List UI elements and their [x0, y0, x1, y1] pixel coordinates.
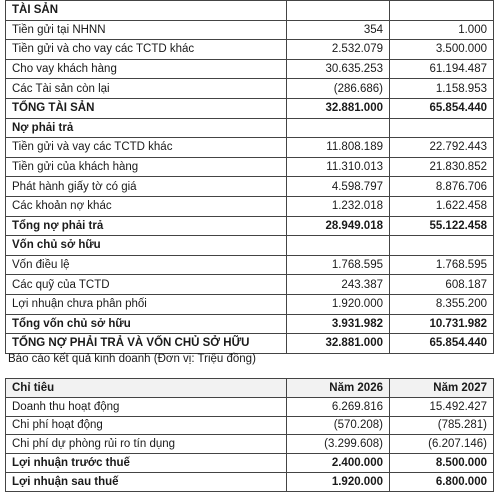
- table-row: [6, 472, 494, 491]
- table-row: [6, 236, 494, 256]
- value-cell-col1: (570.208): [287, 416, 390, 435]
- value-cell-col1: 32.881.000: [287, 334, 390, 354]
- row-label-cell: Vốn chủ sở hữu: [6, 236, 287, 256]
- row-label-cell: Lợi nhuận trước thuế: [6, 454, 287, 473]
- value-cell-col1: [287, 1, 390, 21]
- value-cell-col2: [390, 1, 494, 21]
- income-statement-caption: Báo cáo kết quả kinh doanh (Đơn vị: Triệu đồng): [8, 353, 256, 365]
- header-year-2027: Năm 2027: [390, 379, 494, 398]
- value-cell-col2: (785.281): [390, 416, 494, 435]
- value-cell-col1: 1.232.018: [287, 196, 390, 216]
- value-cell-col2: 1.158.953: [390, 79, 494, 99]
- value-cell-col1: 2.400.000: [287, 454, 390, 473]
- value-cell-col2: 6.800.000: [390, 472, 494, 491]
- table-row: [6, 196, 494, 216]
- value-cell-col2: 3.500.000: [390, 40, 494, 60]
- value-cell-col1: 354: [287, 20, 390, 40]
- value-cell-col2: [390, 118, 494, 138]
- value-cell-col1: 11.808.189: [287, 138, 390, 158]
- table-row: [6, 416, 494, 435]
- row-label-cell: Lợi nhuận sau thuế: [6, 472, 287, 491]
- value-cell-col2: 1.768.595: [390, 255, 494, 275]
- row-label-cell: TÀI SẢN: [6, 1, 287, 21]
- value-cell-col2: 1.622.458: [390, 196, 494, 216]
- header-year-2026: Năm 2026: [287, 379, 390, 398]
- table-row: [6, 98, 494, 118]
- table-row: [6, 138, 494, 158]
- table-row: [6, 177, 494, 197]
- value-cell-col1: 1.768.595: [287, 255, 390, 275]
- value-cell-col1: 32.881.000: [287, 98, 390, 118]
- income-statement-table: [5, 378, 494, 492]
- row-label-cell: Các Tài sản còn lại: [6, 79, 287, 99]
- header-label-cell: Chỉ tiêu: [6, 379, 287, 398]
- value-cell-col1: 30.635.253: [287, 59, 390, 79]
- row-label-cell: Các quỹ của TCTD: [6, 275, 287, 295]
- value-cell-col2: 10.731.982: [390, 314, 494, 334]
- row-label-cell: Tổng vốn chủ sở hữu: [6, 314, 287, 334]
- value-cell-col2: 15.492.427: [390, 397, 494, 416]
- table-row: [6, 1, 494, 21]
- table-row: [6, 255, 494, 275]
- value-cell-col2: 65.854.440: [390, 334, 494, 354]
- row-label-cell: Lợi nhuận chưa phân phối: [6, 294, 287, 314]
- row-label-cell: TỔNG TÀI SẢN: [6, 98, 287, 118]
- balance-sheet-table: [5, 0, 494, 354]
- value-cell-col2: 8.876.706: [390, 177, 494, 197]
- table-row: [6, 314, 494, 334]
- row-label-cell: Tổng nợ phải trả: [6, 216, 287, 236]
- row-label-cell: Tiền gửi và vay các TCTD khác: [6, 138, 287, 158]
- value-cell-col1: 4.598.797: [287, 177, 390, 197]
- row-label-cell: Các khoản nợ khác: [6, 196, 287, 216]
- value-cell-col2: 65.854.440: [390, 98, 494, 118]
- row-label-cell: Chi phí hoạt động: [6, 416, 287, 435]
- income-statement-body: [6, 379, 494, 492]
- value-cell-col1: 11.310.013: [287, 157, 390, 177]
- table-row: [6, 118, 494, 138]
- balance-sheet-body: [6, 1, 494, 354]
- value-cell-col2: [390, 236, 494, 256]
- table-row: [6, 216, 494, 236]
- income-header-row: [6, 379, 494, 398]
- value-cell-col1: 1.920.000: [287, 472, 390, 491]
- row-label-cell: Nợ phải trả: [6, 118, 287, 138]
- table-row: [6, 334, 494, 354]
- value-cell-col1: (286.686): [287, 79, 390, 99]
- value-cell-col2: 8.500.000: [390, 454, 494, 473]
- value-cell-col1: 3.931.982: [287, 314, 390, 334]
- value-cell-col2: (6.207.146): [390, 435, 494, 454]
- value-cell-col1: 28.949.018: [287, 216, 390, 236]
- value-cell-col2: 608.187: [390, 275, 494, 295]
- table-row: [6, 454, 494, 473]
- row-label-cell: Chi phí dự phòng rủi ro tín dụng: [6, 435, 287, 454]
- row-label-cell: Tiền gửi và cho vay các TCTD khác: [6, 40, 287, 60]
- table-row: [6, 59, 494, 79]
- value-cell-col1: (3.299.608): [287, 435, 390, 454]
- row-label-cell: Doanh thu hoạt động: [6, 397, 287, 416]
- table-row: [6, 275, 494, 295]
- value-cell-col1: 6.269.816: [287, 397, 390, 416]
- value-cell-col1: 2.532.079: [287, 40, 390, 60]
- value-cell-col2: 1.000: [390, 20, 494, 40]
- table-row: [6, 157, 494, 177]
- row-label-cell: Phát hành giấy tờ có giá: [6, 177, 287, 197]
- table-row: [6, 20, 494, 40]
- value-cell-col2: 8.355.200: [390, 294, 494, 314]
- value-cell-col2: 55.122.458: [390, 216, 494, 236]
- table-row: [6, 397, 494, 416]
- row-label-cell: TỔNG NỢ PHẢI TRẢ VÀ VỐN CHỦ SỞ HỮU: [6, 334, 287, 354]
- value-cell-col2: 21.830.852: [390, 157, 494, 177]
- row-label-cell: Vốn điều lệ: [6, 255, 287, 275]
- row-label-cell: Tiền gửi tại NHNN: [6, 20, 287, 40]
- table-row: [6, 435, 494, 454]
- table-row: [6, 40, 494, 60]
- value-cell-col1: [287, 118, 390, 138]
- value-cell-col1: 1.920.000: [287, 294, 390, 314]
- value-cell-col2: 61.194.487: [390, 59, 494, 79]
- table-row: [6, 294, 494, 314]
- value-cell-col2: 22.792.443: [390, 138, 494, 158]
- table-row: [6, 79, 494, 99]
- value-cell-col1: [287, 236, 390, 256]
- row-label-cell: Cho vay khách hàng: [6, 59, 287, 79]
- value-cell-col1: 243.387: [287, 275, 390, 295]
- row-label-cell: Tiền gửi của khách hàng: [6, 157, 287, 177]
